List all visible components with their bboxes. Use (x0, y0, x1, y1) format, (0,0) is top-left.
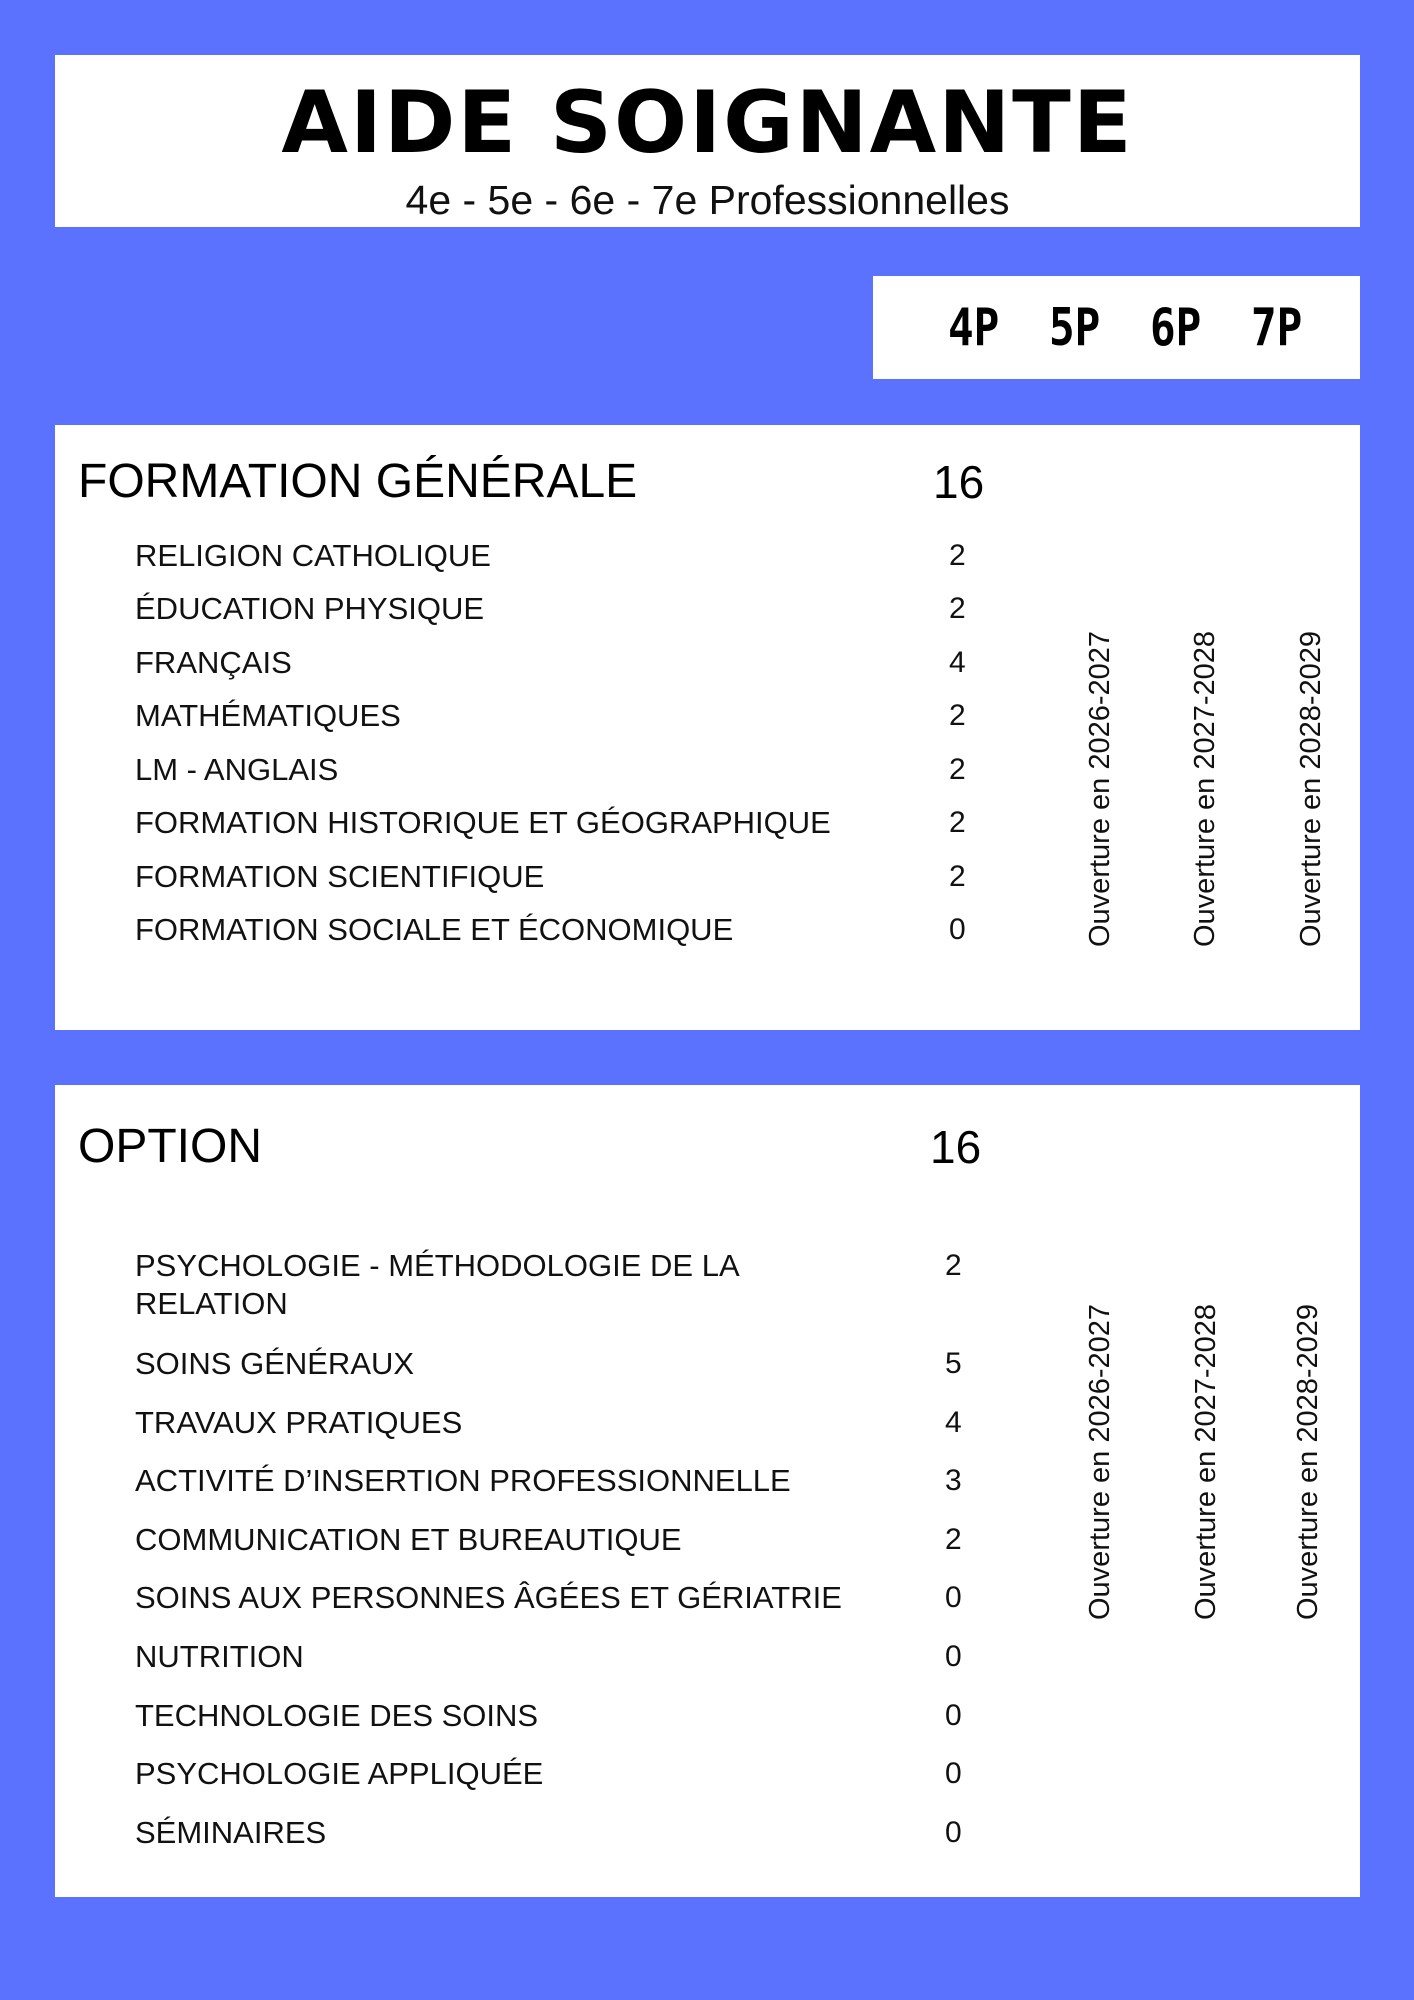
section-total: 16 (930, 1121, 982, 1173)
course-hours: 2 (949, 806, 966, 839)
course-hours: 0 (949, 913, 966, 946)
section-formation-generale: FORMATION GÉNÉRALE 16 RELIGION CATHOLIQUE 2 ÉDUCATION PHYSIQUE 2 FRANÇAIS 4 MATHÉMATIQUES 2 LM - ANGLAIS 2 FORMATION HISTORIQUE ET GÉOGRAPHIQUE 2 FORMATION SCIENTIFIQUE 2 FORMATION SOCIALE ET ÉCONOMIQUE 0 Ouverture en 2026-2027 Ouverture en 2027-2028 Ouverture en 2028-2029 (55, 425, 1360, 1030)
year-label-7p: 7P (1251, 298, 1303, 358)
year-header (873, 276, 1360, 379)
course-hours: 2 (945, 1249, 962, 1282)
course-label: MATHÉMATIQUES (135, 698, 401, 733)
course-label: SOINS AUX PERSONNES ÂGÉES ET GÉRIATRIE (135, 1580, 842, 1615)
course-label: SÉMINAIRES (135, 1815, 327, 1850)
course-label: LM - ANGLAIS (135, 752, 339, 787)
course-hours: 2 (949, 539, 966, 572)
course-hours: 0 (945, 1816, 962, 1849)
course-label: SOINS GÉNÉRAUX (135, 1346, 415, 1381)
course-hours: 0 (945, 1640, 962, 1673)
course-label: PSYCHOLOGIE APPLIQUÉE (135, 1756, 544, 1791)
course-hours: 4 (945, 1406, 962, 1439)
course-label: ÉDUCATION PHYSIQUE (135, 591, 485, 626)
year-label-4p: 4P (948, 298, 1000, 358)
section-title: FORMATION GÉNÉRALE (78, 455, 638, 508)
course-label: FORMATION HISTORIQUE ET GÉOGRAPHIQUE (135, 805, 831, 840)
course-label: TRAVAUX PRATIQUES (135, 1405, 463, 1440)
course-hours: 3 (945, 1464, 962, 1497)
course-label: NUTRITION (135, 1639, 304, 1674)
page-title: AIDE SOIGNANTE (281, 73, 1134, 173)
section-title: OPTION (78, 1120, 263, 1173)
course-label: TECHNOLOGIE DES SOINS (135, 1698, 539, 1733)
section-total: 16 (933, 456, 985, 508)
header-panel (55, 55, 1360, 227)
course-hours: 0 (945, 1581, 962, 1614)
course-hours: 2 (949, 592, 966, 625)
course-label: RELIGION CATHOLIQUE (135, 538, 491, 573)
course-hours: 0 (945, 1757, 962, 1790)
course-label: FRANÇAIS (135, 645, 292, 680)
course-label: FORMATION SCIENTIFIQUE (135, 859, 545, 894)
course-hours: 2 (949, 699, 966, 732)
course-hours: 2 (949, 860, 966, 893)
course-label: COMMUNICATION ET BUREAUTIQUE (135, 1522, 682, 1557)
course-hours: 5 (945, 1347, 962, 1380)
year-label-6p: 6P (1150, 298, 1202, 358)
course-label: PSYCHOLOGIE - MÉTHODOLOGIE DE LA RELATION (135, 1248, 738, 1321)
course-hours: 2 (949, 753, 966, 786)
section-option: OPTION 16 PSYCHOLOGIE - MÉTHODOLOGIE DE LA RELATION 2 SOINS GÉNÉRAUX 5 TRAVAUX PRATIQUES 4 ACTIVITÉ D’INSERTION PROFESSIONNELLE 3 COMMUNICATION ET BUREAUTIQUE 2 SOINS AUX PERSONNES ÂGÉES ET GÉRIATRIE 0 NUTRITION 0 TECHNOLOGIE DES SOINS 0 PSYCHOLOGIE APPLIQUÉE 0 SÉMINAIRES 0 Ouverture en 2026-2027 Ouverture en 2027-2028 Ouverture en 2028-2029 (55, 1085, 1360, 1897)
course-hours: 4 (949, 646, 966, 679)
course-label: FORMATION SOCIALE ET ÉCONOMIQUE (135, 912, 734, 947)
course-label: ACTIVITÉ D’INSERTION PROFESSIONNELLE (135, 1463, 791, 1498)
page-subtitle: 4e - 5e - 6e - 7e Professionnelles (405, 177, 1010, 223)
course-hours: 0 (945, 1699, 962, 1732)
course-hours: 2 (945, 1523, 962, 1556)
year-label-5p: 5P (1049, 298, 1101, 358)
